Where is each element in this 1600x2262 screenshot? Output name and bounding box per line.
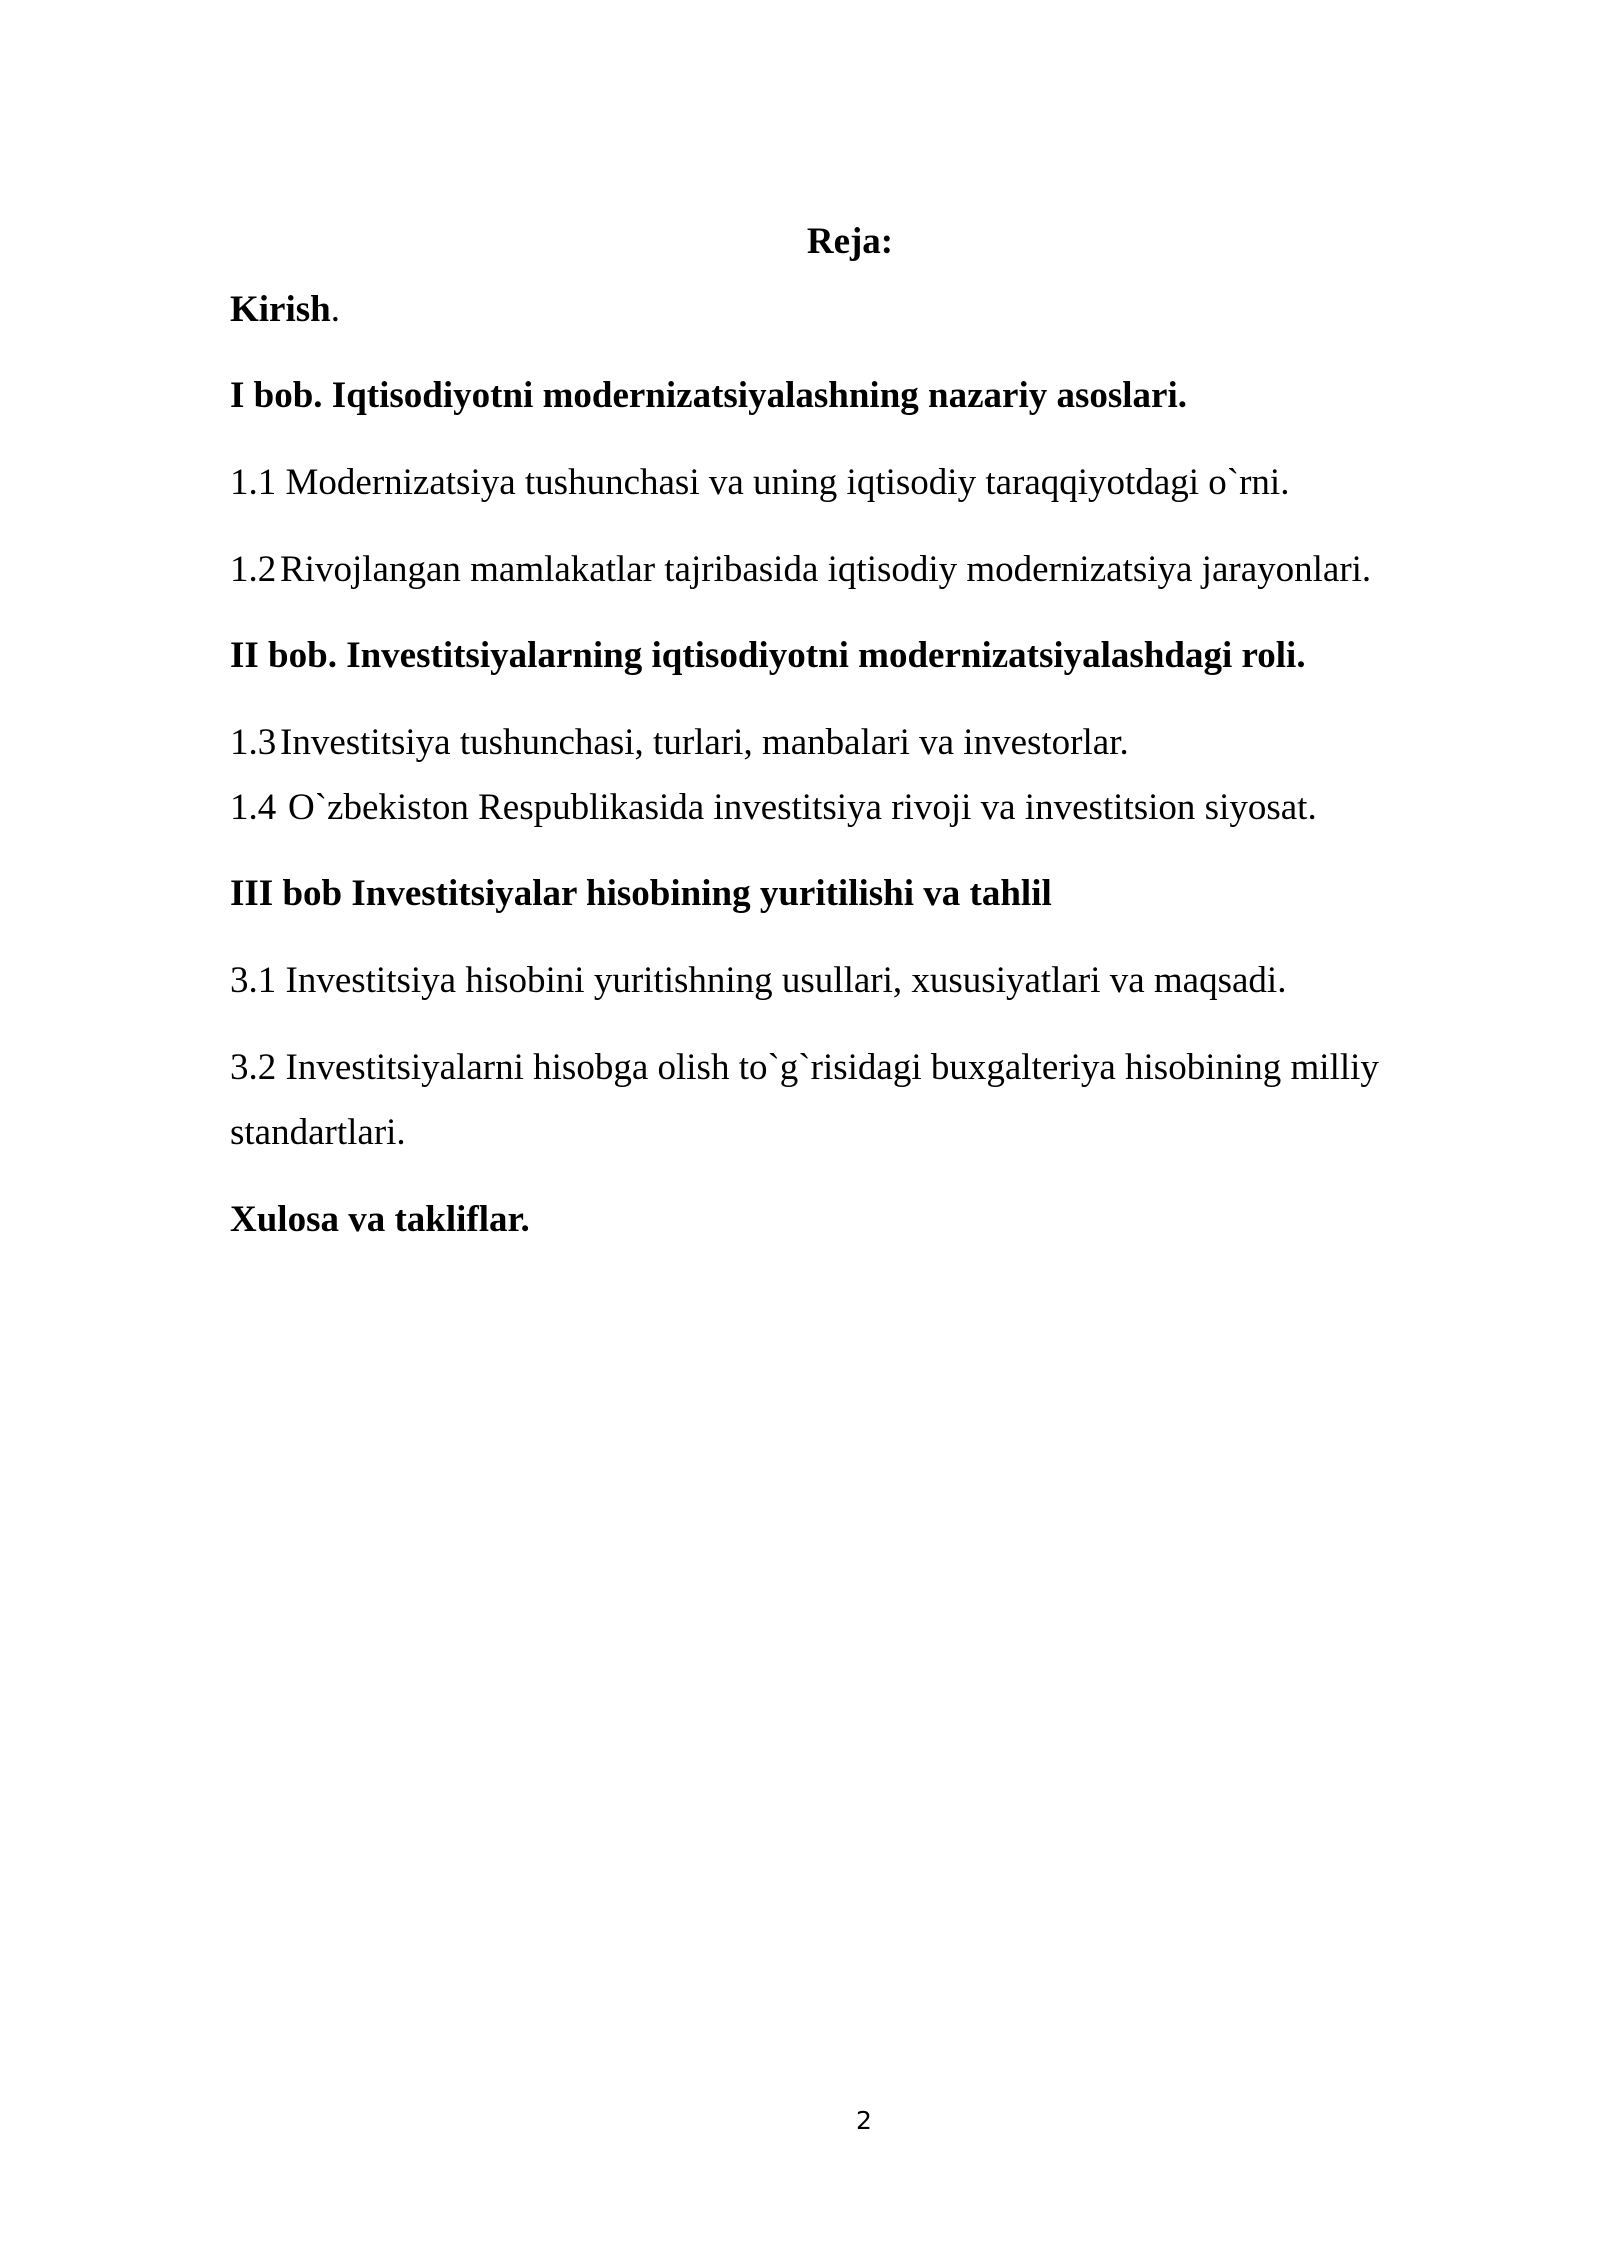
toc-section-1-1: 1.1 Modernizatsiya tushunchasi va uning iqtisodiy taraqqiyotdagi o`rni. bbox=[230, 462, 1290, 503]
page-title: Reja: bbox=[806, 221, 894, 262]
section-title: Investitsiya tushunchasi, turlari, manbalari va investorlar. bbox=[280, 722, 1129, 763]
toc-section-1-4 bbox=[230, 784, 1317, 832]
section-title: Rivojlangan mamlakatlar tajribasida iqtisodiy modernizatsiya jarayonlari. bbox=[280, 549, 1372, 590]
toc-section-1-2 bbox=[230, 546, 1371, 594]
toc-section-3-1: 3.1 Investitsiya hisobini yuritishning usullari, xususiyatlari va maqsadi. bbox=[230, 960, 1287, 1001]
section-number: 1.2 bbox=[230, 549, 277, 590]
intro-period: . bbox=[330, 289, 340, 330]
section-number: 1.4 bbox=[230, 787, 277, 828]
toc-chapter-3: III bob Investitsiyalar hisobining yuritilishi va tahlil bbox=[230, 873, 1052, 914]
toc-conclusion: Xulosa va takliflar. bbox=[230, 1199, 530, 1240]
section-title: O`zbekiston Respublikasida investitsiya rivoji va investitsion siyosat. bbox=[288, 787, 1317, 828]
toc-entry-intro bbox=[230, 286, 340, 334]
toc-section-3-2-line1: 3.2 Investitsiyalarni hisobga olish to`g`risidagi buxgalteriya hisobining milliy bbox=[230, 1047, 1379, 1088]
toc-chapter-2: II bob. Investitsiyalarning iqtisodiyotni modernizatsiyalashdagi roli. bbox=[230, 635, 1306, 676]
toc-section-3-2-line2: standartlari. bbox=[230, 1112, 406, 1153]
toc-chapter-1: I bob. Iqtisodiyotni modernizatsiyalashning nazariy asoslari. bbox=[230, 375, 1188, 416]
section-number: 1.3 bbox=[230, 722, 277, 763]
toc-section-1-3 bbox=[230, 719, 1129, 767]
intro-label: Kirish bbox=[230, 289, 331, 330]
page-number: 2 bbox=[856, 2106, 872, 2135]
